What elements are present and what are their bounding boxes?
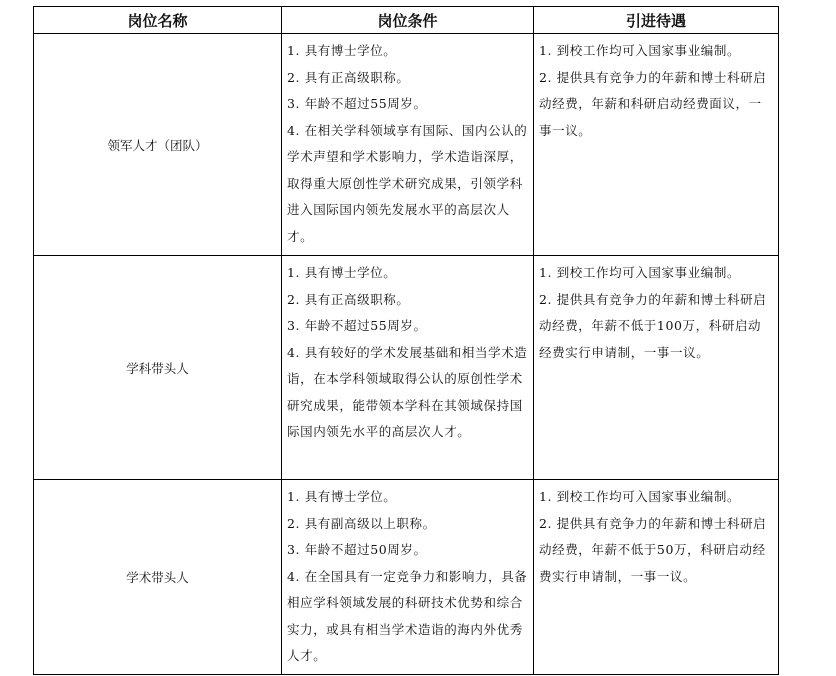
benefit-item: 1. 到校工作均可入国家事业编制。	[539, 265, 741, 280]
header-benefits: 引进待遇	[534, 7, 779, 34]
table-row-discipline-leader	[34, 256, 779, 480]
condition-item: 3. 年龄不超过55周岁。	[287, 96, 427, 111]
recruitment-table	[33, 6, 779, 675]
condition-item: 4. 在全国具有一定竞争力和影响力，具备相应学科领域发展的科研技术优势和综合实力，或具有相当学术造诣的海内外优秀人才。	[287, 568, 528, 663]
position-conditions	[282, 34, 534, 256]
position-name: 学术带头人	[34, 480, 282, 675]
position-conditions	[282, 480, 534, 675]
benefits	[534, 256, 779, 480]
condition-item: 4. 在相关学科领域享有国际、国内公认的学术声望和学术影响力，学术造诣深厚，取得重大原创性学术研究成果，引领学科进入国际国内领先发展水平的高层次人才。	[287, 122, 528, 244]
benefit-item: 1. 到校工作均可入国家事业编制。	[539, 43, 741, 58]
position-conditions	[282, 256, 534, 480]
condition-item: 2. 具有正高级职称。	[287, 69, 410, 85]
position-name: 学科带头人	[34, 256, 282, 480]
condition-item: 3. 年龄不超过50周岁。	[287, 542, 427, 557]
header-position-conditions: 岗位条件	[282, 7, 534, 34]
header-position-name: 岗位名称	[34, 7, 282, 34]
benefits	[534, 480, 779, 675]
benefit-item: 2. 提供具有竞争力的年薪和博士科研启动经费，年薪不低于100万，科研启动经费实行申请制，一事一议。	[539, 291, 767, 360]
benefit-item: 2. 提供具有竞争力的年薪和博士科研启动经费，年薪和科研启动经费面议，一事一议。	[539, 69, 767, 138]
condition-item: 2. 具有副高级以上职称。	[287, 515, 436, 531]
table-row-academic-leader	[34, 480, 779, 675]
condition-item: 2. 具有正高级职称。	[287, 291, 410, 307]
benefit-item: 1. 到校工作均可入国家事业编制。	[539, 489, 741, 504]
condition-item: 3. 年龄不超过55周岁。	[287, 318, 427, 333]
condition-item: 1. 具有博士学位。	[287, 489, 397, 504]
position-name: 领军人才（团队）	[34, 34, 282, 256]
benefits	[534, 34, 779, 256]
header-row	[34, 7, 779, 34]
table-row-leading-talent	[34, 34, 779, 256]
condition-item: 1. 具有博士学位。	[287, 43, 397, 58]
benefit-item: 2. 提供具有竞争力的年薪和博士科研启动经费，年薪不低于50万，科研启动经费实行申请制，一事一议。	[539, 515, 767, 584]
condition-item: 1. 具有博士学位。	[287, 265, 397, 280]
condition-item: 4. 具有较好的学术发展基础和相当学术造诣，在本学科领域取得公认的原创性学术研究成果，能带领本学科在其领域保持国际国内领先水平的高层次人才。	[287, 344, 528, 439]
